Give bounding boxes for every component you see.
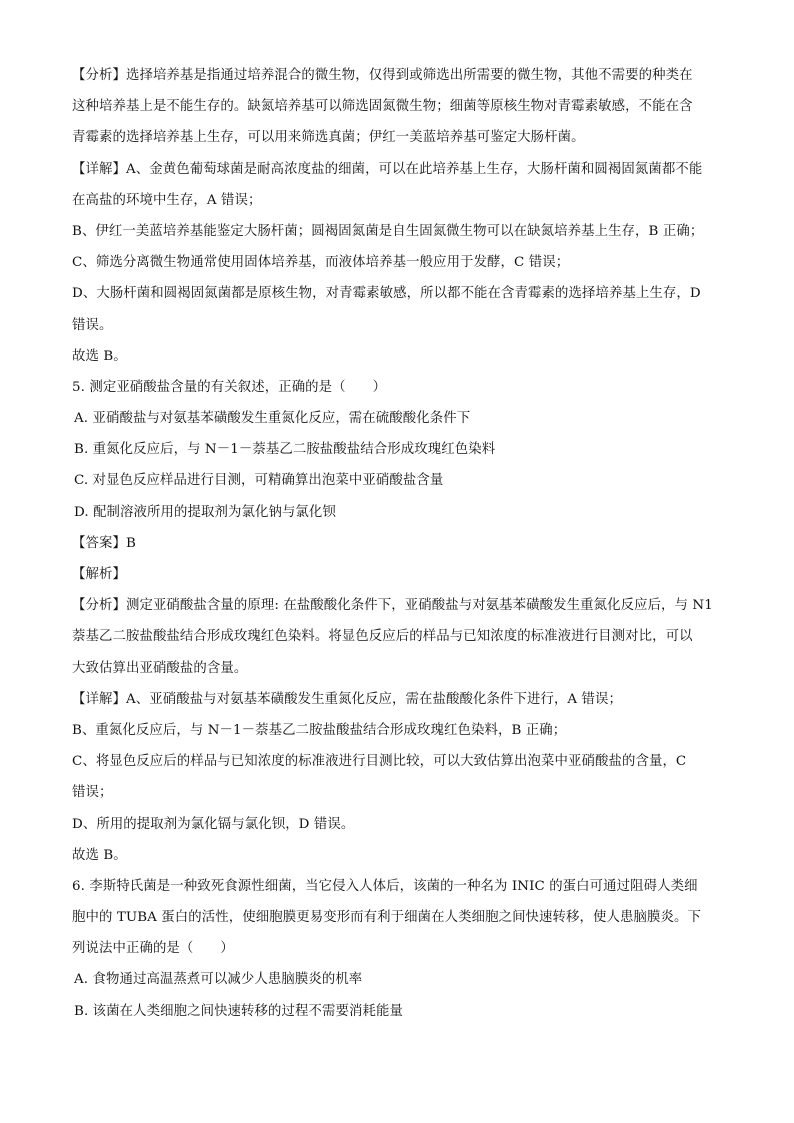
detail-line: 【详解】A、亚硝酸盐与对氨基苯磺酸发生重氮化反应，需在盐酸酸化条件下进行，A 错误；	[72, 691, 623, 707]
q4-choice: 故选 B。	[72, 348, 127, 364]
option-b: B. 重氮化反应后，与 N－1－萘基乙二胺盐酸盐结合形成玫瑰红色染料	[74, 442, 496, 458]
question-6	[72, 871, 728, 1027]
q4-analysis-section	[72, 60, 728, 154]
analysis-line: 【分析】测定亚硝酸盐含量的原理: 在盐酸酸化条件下，亚硝酸盐与对氨基苯磺酸发生重氮化反应后，与 N1	[72, 598, 713, 614]
option-a: A. 亚硝酸盐与对氨基苯磺酸发生重氮化反应，需在硫酸酸化条件下	[74, 411, 471, 427]
question-5	[72, 372, 728, 871]
analysis-line: 萘基乙二胺盐酸盐结合形成玫瑰红色染料。将显色反应后的样品与已知浓度的标准液进行目测对比，可以	[72, 629, 693, 645]
detail-line: C、筛选分离微生物通常使用固体培养基，而液体培养基一般应用于发酵，C 错误；	[72, 255, 570, 271]
analysis-line: 大致估算出亚硝酸盐的含量。	[72, 660, 248, 676]
detail-line: D、大肠杆菌和圆褐固氮菌都是原核生物，对青霉素敏感，所以都不能在含青霉素的选择培养基上生存，D	[72, 286, 701, 302]
option-a: A. 食物通过高温蒸煮可以减少人患脑膜炎的机率	[74, 972, 363, 988]
question-stem: 列说法中正确的是（ ）	[72, 941, 234, 957]
option-d: D. 配制溶液所用的提取剂为氯化钠与氯化钡	[74, 504, 336, 520]
document-body	[72, 60, 728, 1027]
detail-line: 错误；	[72, 785, 113, 801]
analysis-line: 青霉素的选择培养基上生存，可以用来筛选真菌；伊红一美蓝培养基可鉴定大肠杆菌。	[72, 130, 585, 146]
option-b: B. 该菌在人类细胞之间快速转移的过程不需要消耗能量	[74, 1003, 403, 1019]
detail-line: 【详解】A、金黄色葡萄球菌是耐高浓度盐的细菌，可以在此培养基上生存，大肠杆菌和圆褐固氮菌都不能	[72, 161, 703, 177]
detail-line: D、所用的提取剂为氯化镉与氯化钡，D 错误。	[72, 816, 355, 832]
answer-label: 【答案】B	[72, 535, 136, 551]
analysis-line: 【分析】选择培养基是指通过培养混合的微生物，仅得到或筛选出所需要的微生物，其他不需要的种类在	[72, 68, 693, 83]
detail-line: B、伊红一美蓝培养基能鉴定大肠杆菌；圆褐固氮菌是自生固氮微生物可以在缺氮培养基上生存，B 正确；	[72, 223, 704, 239]
detail-line: B、重氮化反应后，与 N－1－萘基乙二胺盐酸盐结合形成玫瑰红色染料，B 正确；	[72, 722, 567, 738]
detail-line: 错误。	[72, 317, 113, 333]
detail-line: C、将显色反应后的样品与已知浓度的标准液进行目测比较，可以大致估算出泡菜中亚硝酸盐的含量，C	[72, 754, 687, 770]
explanation-heading: 【解析】	[72, 567, 126, 582]
detail-line: 在高盐的环境中生存，A 错误；	[72, 192, 262, 208]
q5-choice: 故选 B。	[72, 847, 127, 863]
question-stem: 胞中的 TUBA 蛋白的活性，使细胞膜更易变形而有利于细菌在人类细胞之间快速转移，使人患脑膜炎。下	[72, 910, 701, 926]
analysis-line: 这种培养基上是不能生存的。缺氮培养基可以筛选固氮微生物；细菌等原核生物对青霉素敏感，不能在含	[72, 99, 693, 115]
option-c: C. 对显色反应样品进行目测，可精确算出泡菜中亚硝酸盐含量	[74, 473, 444, 489]
question-stem: 6. 李斯特氏菌是一种致死食源性细菌，当它侵入人体后，该菌的一种名为 INIC 的蛋白可通过阻碍人类细	[72, 878, 698, 894]
question-stem: 5. 测定亚硝酸盐含量的有关叙述，正确的是（ ）	[72, 379, 387, 395]
q4-detail-section	[72, 154, 728, 341]
